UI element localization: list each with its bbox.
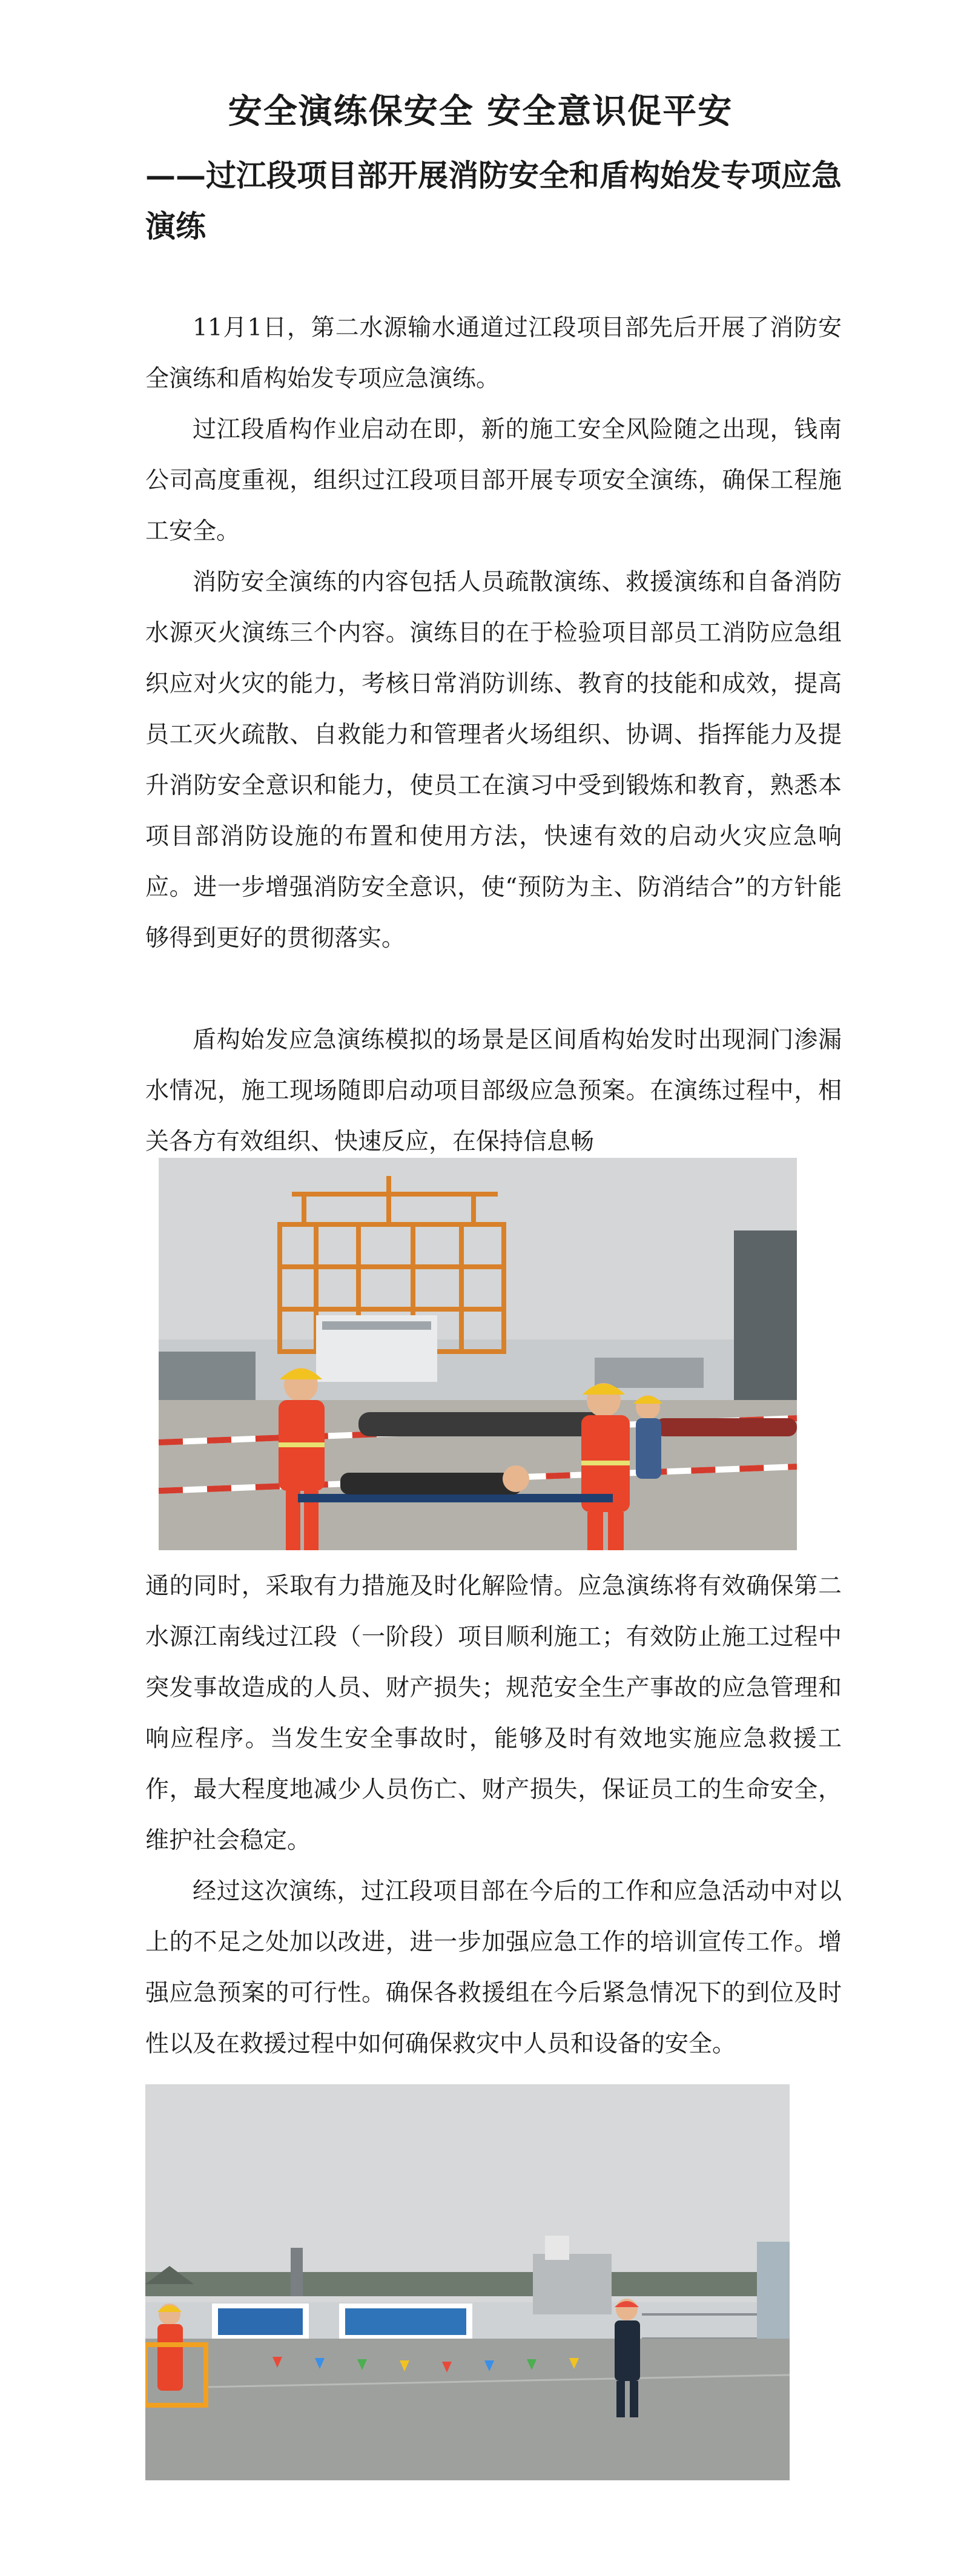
paragraph-2: 过江段盾构作业启动在即，新的施工安全风险随之出现，钱南公司高度重视，组织过江段项目部开展专项安全演练，确保工程施工安全。 [145,416,842,545]
paragraph-5: 通的同时，采取有力措施及时化解险情。应急演练将有效确保第二水源江南线过江段（一阶段）项目顺利施工；有效防止施工过程中突发事故造成的人员、财产损失；规范安全生产事故的应急管理和响应程序。当发生安全事故时，能够及时有效地实施应急救援工作，最大程度地减少人员伤亡、财产损失，保证员工的生命安全，维护社会稳定。 [145,1573,842,1854]
stretcher-drill-photo [159,1158,797,1550]
paragraph-6: 经过这次演练，过江段项目部在今后的工作和应急活动中对以上的不足之处加以改进，进一步加强应急工作的培训宣传工作。增强应急预案的可行性。确保各救援组在今后紧急情况下的到位及时性以及在救援过程中如何确保救灾中人员和设备的安全。 [145,1878,842,2058]
page-subtitle: ——过江段项目部开展消防安全和盾构始发专项应急演练 [145,157,842,244]
paragraph-4: 盾构始发应急演练模拟的场景是区间盾构始发时出现洞门渗漏水情况，施工现场随即启动项目部级应急预案。在演练过程中，相关各方有效组织、快速反应，在保持信息畅 [145,1026,842,1155]
paragraph-1: 11月1日，第二水源输水通道过江段项目部先后开展了消防安全演练和盾构始发专项应急演练。 [145,314,842,392]
paragraph-3: 消防安全演练的内容包括人员疏散演练、救援演练和自备消防水源灭火演练三个内容。演练目的在于检验项目部员工消防应急组织应对火灾的能力，考核日常消防训练、教育的技能和成效，提高员工灭火疏散、自救能力和管理者火场组织、协调、指挥能力及提升消防安全意识和能力，使员工在演习中受到锻炼和教育，熟悉本项目部消防设施的布置和使用方法，快速有效的启动火灾应急响应。进一步增强消防安全意识，使“预防为主、防消结合”的方针能够得到更好的贯彻落实。 [145,569,842,952]
page-title: 安全演练保安全 安全意识促平安 [228,91,733,131]
evacuation-drill-photo [145,2084,790,2480]
